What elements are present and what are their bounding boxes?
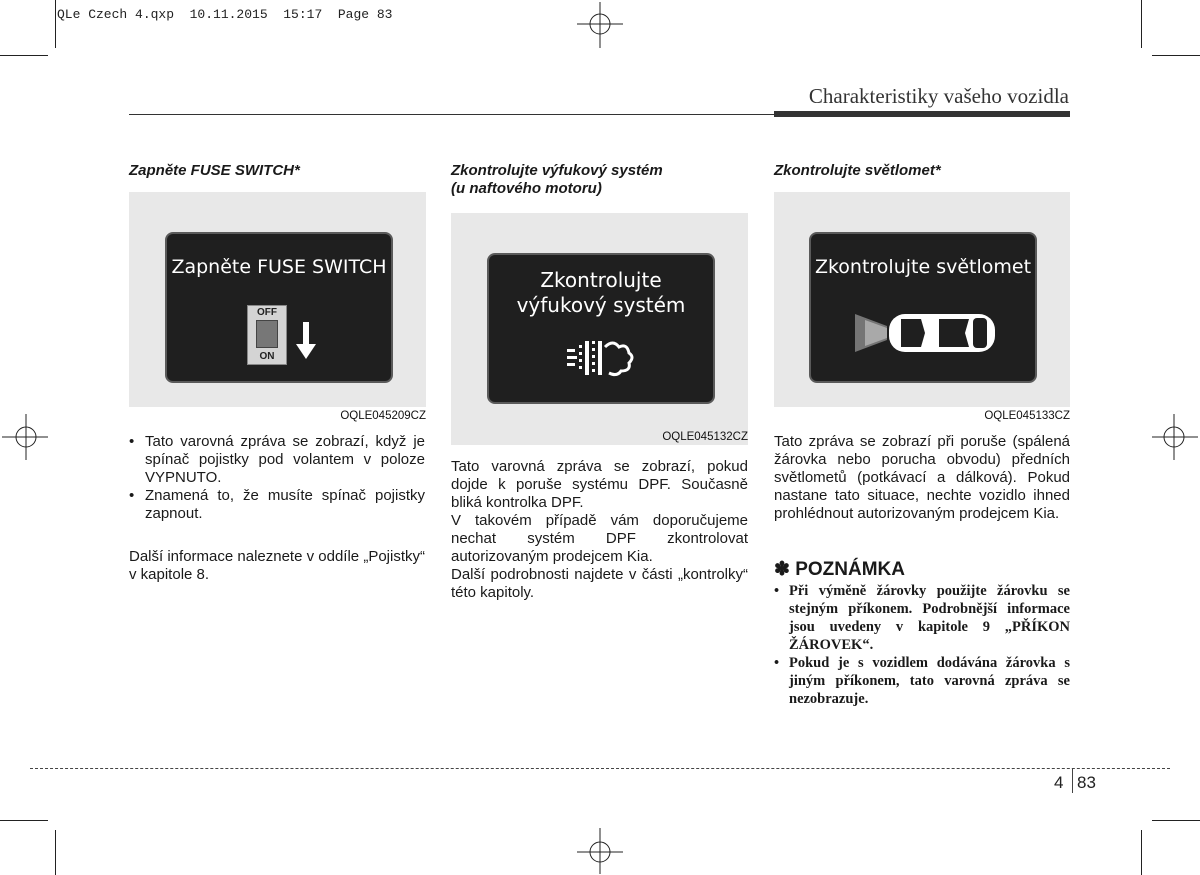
left-figure (129, 192, 426, 407)
header-rule (129, 114, 774, 115)
note-list (774, 582, 1070, 708)
arrow-down-icon (295, 322, 317, 360)
middle-heading-line1: Zkontrolujte výfukový systém (451, 162, 663, 179)
chapter-number: 4 (1054, 773, 1064, 792)
middle-heading (451, 162, 751, 198)
print-slug: QLe Czech 4.qxp 10.11.2015 15:17 Page 83 (57, 7, 393, 22)
headlamp-car-icon (851, 300, 1001, 366)
footer-rule (30, 768, 1170, 769)
middle-heading-line2: (u naftového motoru) (451, 180, 602, 197)
screen-message-line1: Zkontrolujte (540, 268, 662, 292)
right-figure (774, 192, 1070, 407)
middle-figure-code: OQLE045132CZ (662, 431, 748, 443)
fuse-switch-screen (165, 232, 393, 383)
right-figure-code: OQLE045133CZ (984, 410, 1070, 422)
exhaust-screen (487, 253, 715, 404)
list-item: • Tato varovná zpráva se zobrazí, když je spínač pojistky pod volantem v poloze VYPNUTO. (129, 433, 425, 487)
list-item: • Při výměně žárovky použijte žárovku se stejným příkonem. Podrobnější informace jsou uvedeny v kapitole 9 „PŘÍKON ŽÁROVEK“. (774, 582, 1070, 654)
screen-message: Zapněte FUSE SWITCH (171, 256, 387, 278)
section-title: Charakteristiky vašeho vozidla (808, 84, 1069, 108)
list-item: • Pokud je s vozidlem dodávána žárovka s jiným příkonem, tato varovná zpráva se nezobrazuje. (774, 654, 1070, 708)
registration-mark-top (575, 2, 625, 48)
page-number: 83 (1077, 773, 1096, 792)
fuse-switch-icon (247, 305, 287, 365)
paragraph: V takovém případě vám doporučujeme nechat systém DPF zkontrolovat autorizovaným prodejcem Kia. (451, 512, 748, 565)
dpf-icon (565, 335, 641, 381)
middle-text (451, 458, 748, 602)
list-item: • Znamená to, že musíte spínač pojistky zapnout. (129, 487, 425, 523)
right-paragraph: Tato zpráva se zobrazí při poruše (spálená žárovka nebo porucha obvodu) předních světlometů (potkávací a dálková). Pokud nastane tato situace, nechte vozidlo ihned prohlédnout autorizovaným prodejcem Kia. (774, 433, 1070, 522)
paragraph: Další podrobnosti najdete v části „kontrolky“ této kapitoly. (451, 566, 748, 601)
left-bullet-list (129, 433, 425, 523)
registration-mark-left (2, 412, 48, 462)
switch-off-label: OFF (257, 307, 277, 318)
middle-figure (451, 213, 748, 445)
right-heading: Zkontrolujte světlomet* (774, 162, 941, 179)
left-heading: Zapněte FUSE SWITCH* (129, 162, 300, 179)
headlamp-screen (809, 232, 1037, 383)
registration-mark-bottom (575, 828, 625, 874)
screen-message: Zkontrolujte světlomet (814, 256, 1032, 278)
screen-message-line2: výfukový systém (516, 293, 686, 317)
note-heading: ✽ POZNÁMKA (774, 559, 905, 580)
left-figure-code: OQLE045209CZ (340, 410, 426, 422)
page-number-separator (1072, 768, 1073, 793)
paragraph: Tato varovná zpráva se zobrazí, pokud dojde k poruše systému DPF. Současně bliká kontrolka DPF. (451, 458, 748, 511)
header-rule-accent (774, 111, 1070, 117)
switch-on-label: ON (259, 351, 275, 362)
left-paragraph: Další informace naleznete v oddíle „Pojistky“ v kapitole 8. (129, 548, 425, 583)
registration-mark-right (1152, 412, 1198, 462)
